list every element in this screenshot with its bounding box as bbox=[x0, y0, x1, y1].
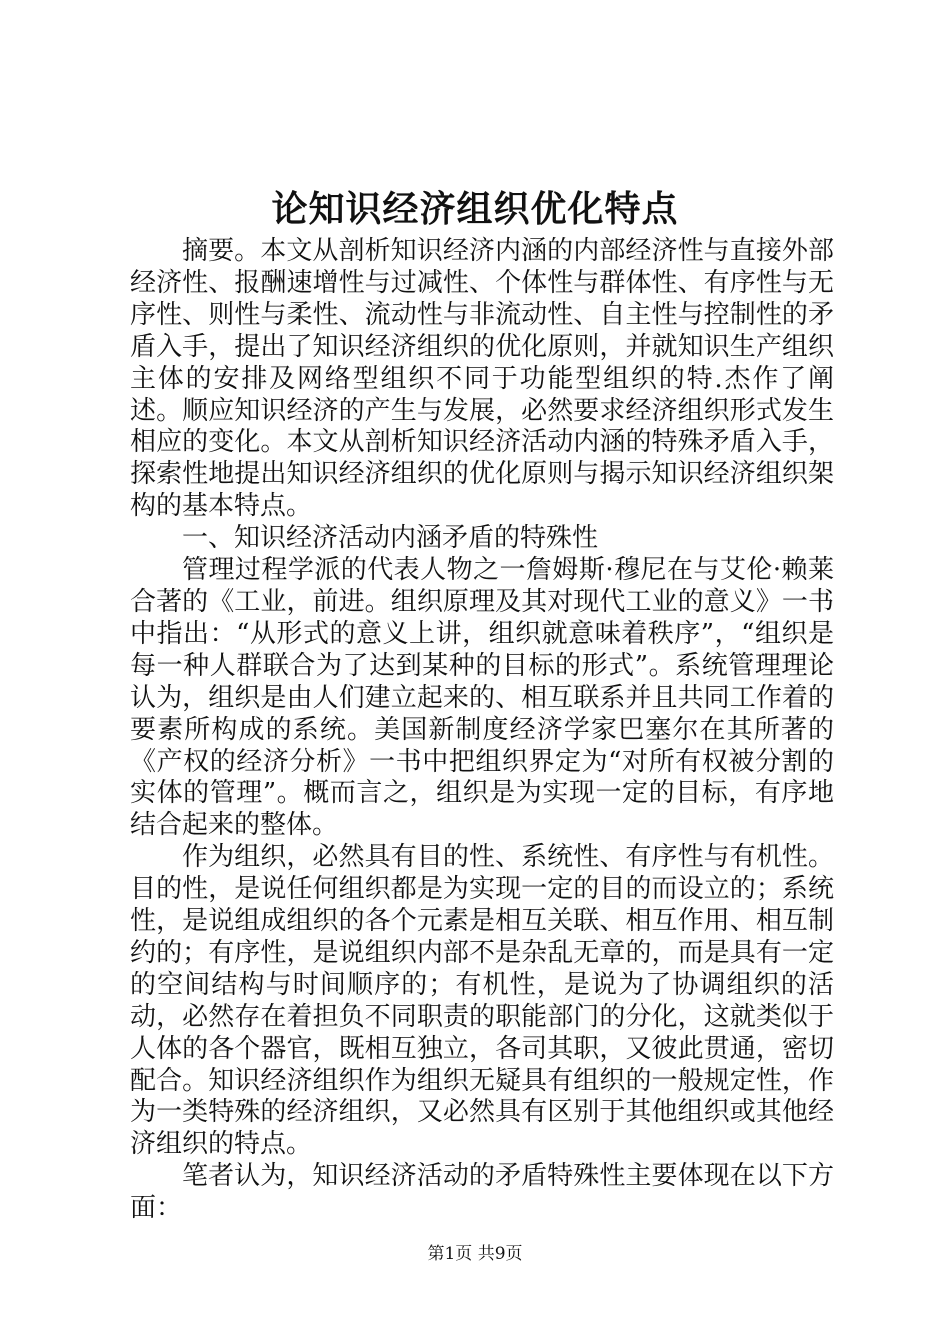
section-heading: 一、知识经济活动内涵矛盾的特殊性 bbox=[182, 523, 599, 554]
paragraph-abstract: 摘要。本文从剖析知识经济内涵的内部经济性与直接外部经济性、报酬速增性与过减性、个体性与群体性、有序性与无序性、则性与柔性、流动性与非流动性、自主性与控制性的矛盾入手，提出了知识经济组织的优化原则，并就知识生产组织主体的安排及网络型组织不同于功能型组织的特.杰作了阐述。顺应知识经济的产生与发展，必然要求经济组织形式发生相应的变化。本文从剖析知识经济活动内涵的特殊矛盾入手，探索性地提出知识经济组织的优化原则与揭示知识经济组织架构的基本特点。 bbox=[130, 236, 834, 522]
page-footer: 第1页 共9页 bbox=[427, 1244, 523, 1264]
paragraph: 管理过程学派的代表人物之一詹姆斯·穆尼在与艾伦·赖莱合著的《工业，前进。组织原理及其对现代工业的意义》一书中指出：“从形式的意义上讲，组织就意味着秩序”，“组织是每一种人群联合为了达到某种的目标的形式”。系统管理理论认为，组织是由人们建立起来的、相互联系并且共同工作着的要素所构成的系统。美国新制度经济学家巴塞尔在其所著的《产权的经济分析》一书中把组织界定为“对所有权被分割的实体的管理”。概而言之，组织是为实现一定的目标，有序地结合起来的整体。 bbox=[130, 555, 834, 841]
document-body bbox=[130, 236, 834, 1225]
document-title: 论知识经济组织优化特点 bbox=[271, 188, 679, 230]
paragraph: 作为组织，必然具有目的性、系统性、有序性与有机性。目的性，是说任何组织都是为实现一定的目的而设立的；系统性，是说组成组织的各个元素是相互关联、相互作用、相互制约的；有序性，是说组织内部不是杂乱无章的，而是具有一定的空间结构与时间顺序的；有机性，是说为了协调组织的活动，必然存在着担负不同职责的职能部门的分化，这就类似于人体的各个器官，既相互独立，各司其职，又彼此贯通，密切配合。知识经济组织作为组织无疑具有组织的一般规定性，作为一类特殊的经济组织，又必然具有区别于其他组织或其他经济组织的特点。 bbox=[130, 842, 834, 1160]
paragraph: 笔者认为，知识经济活动的矛盾特殊性主要体现在以下方面： bbox=[130, 1161, 834, 1224]
